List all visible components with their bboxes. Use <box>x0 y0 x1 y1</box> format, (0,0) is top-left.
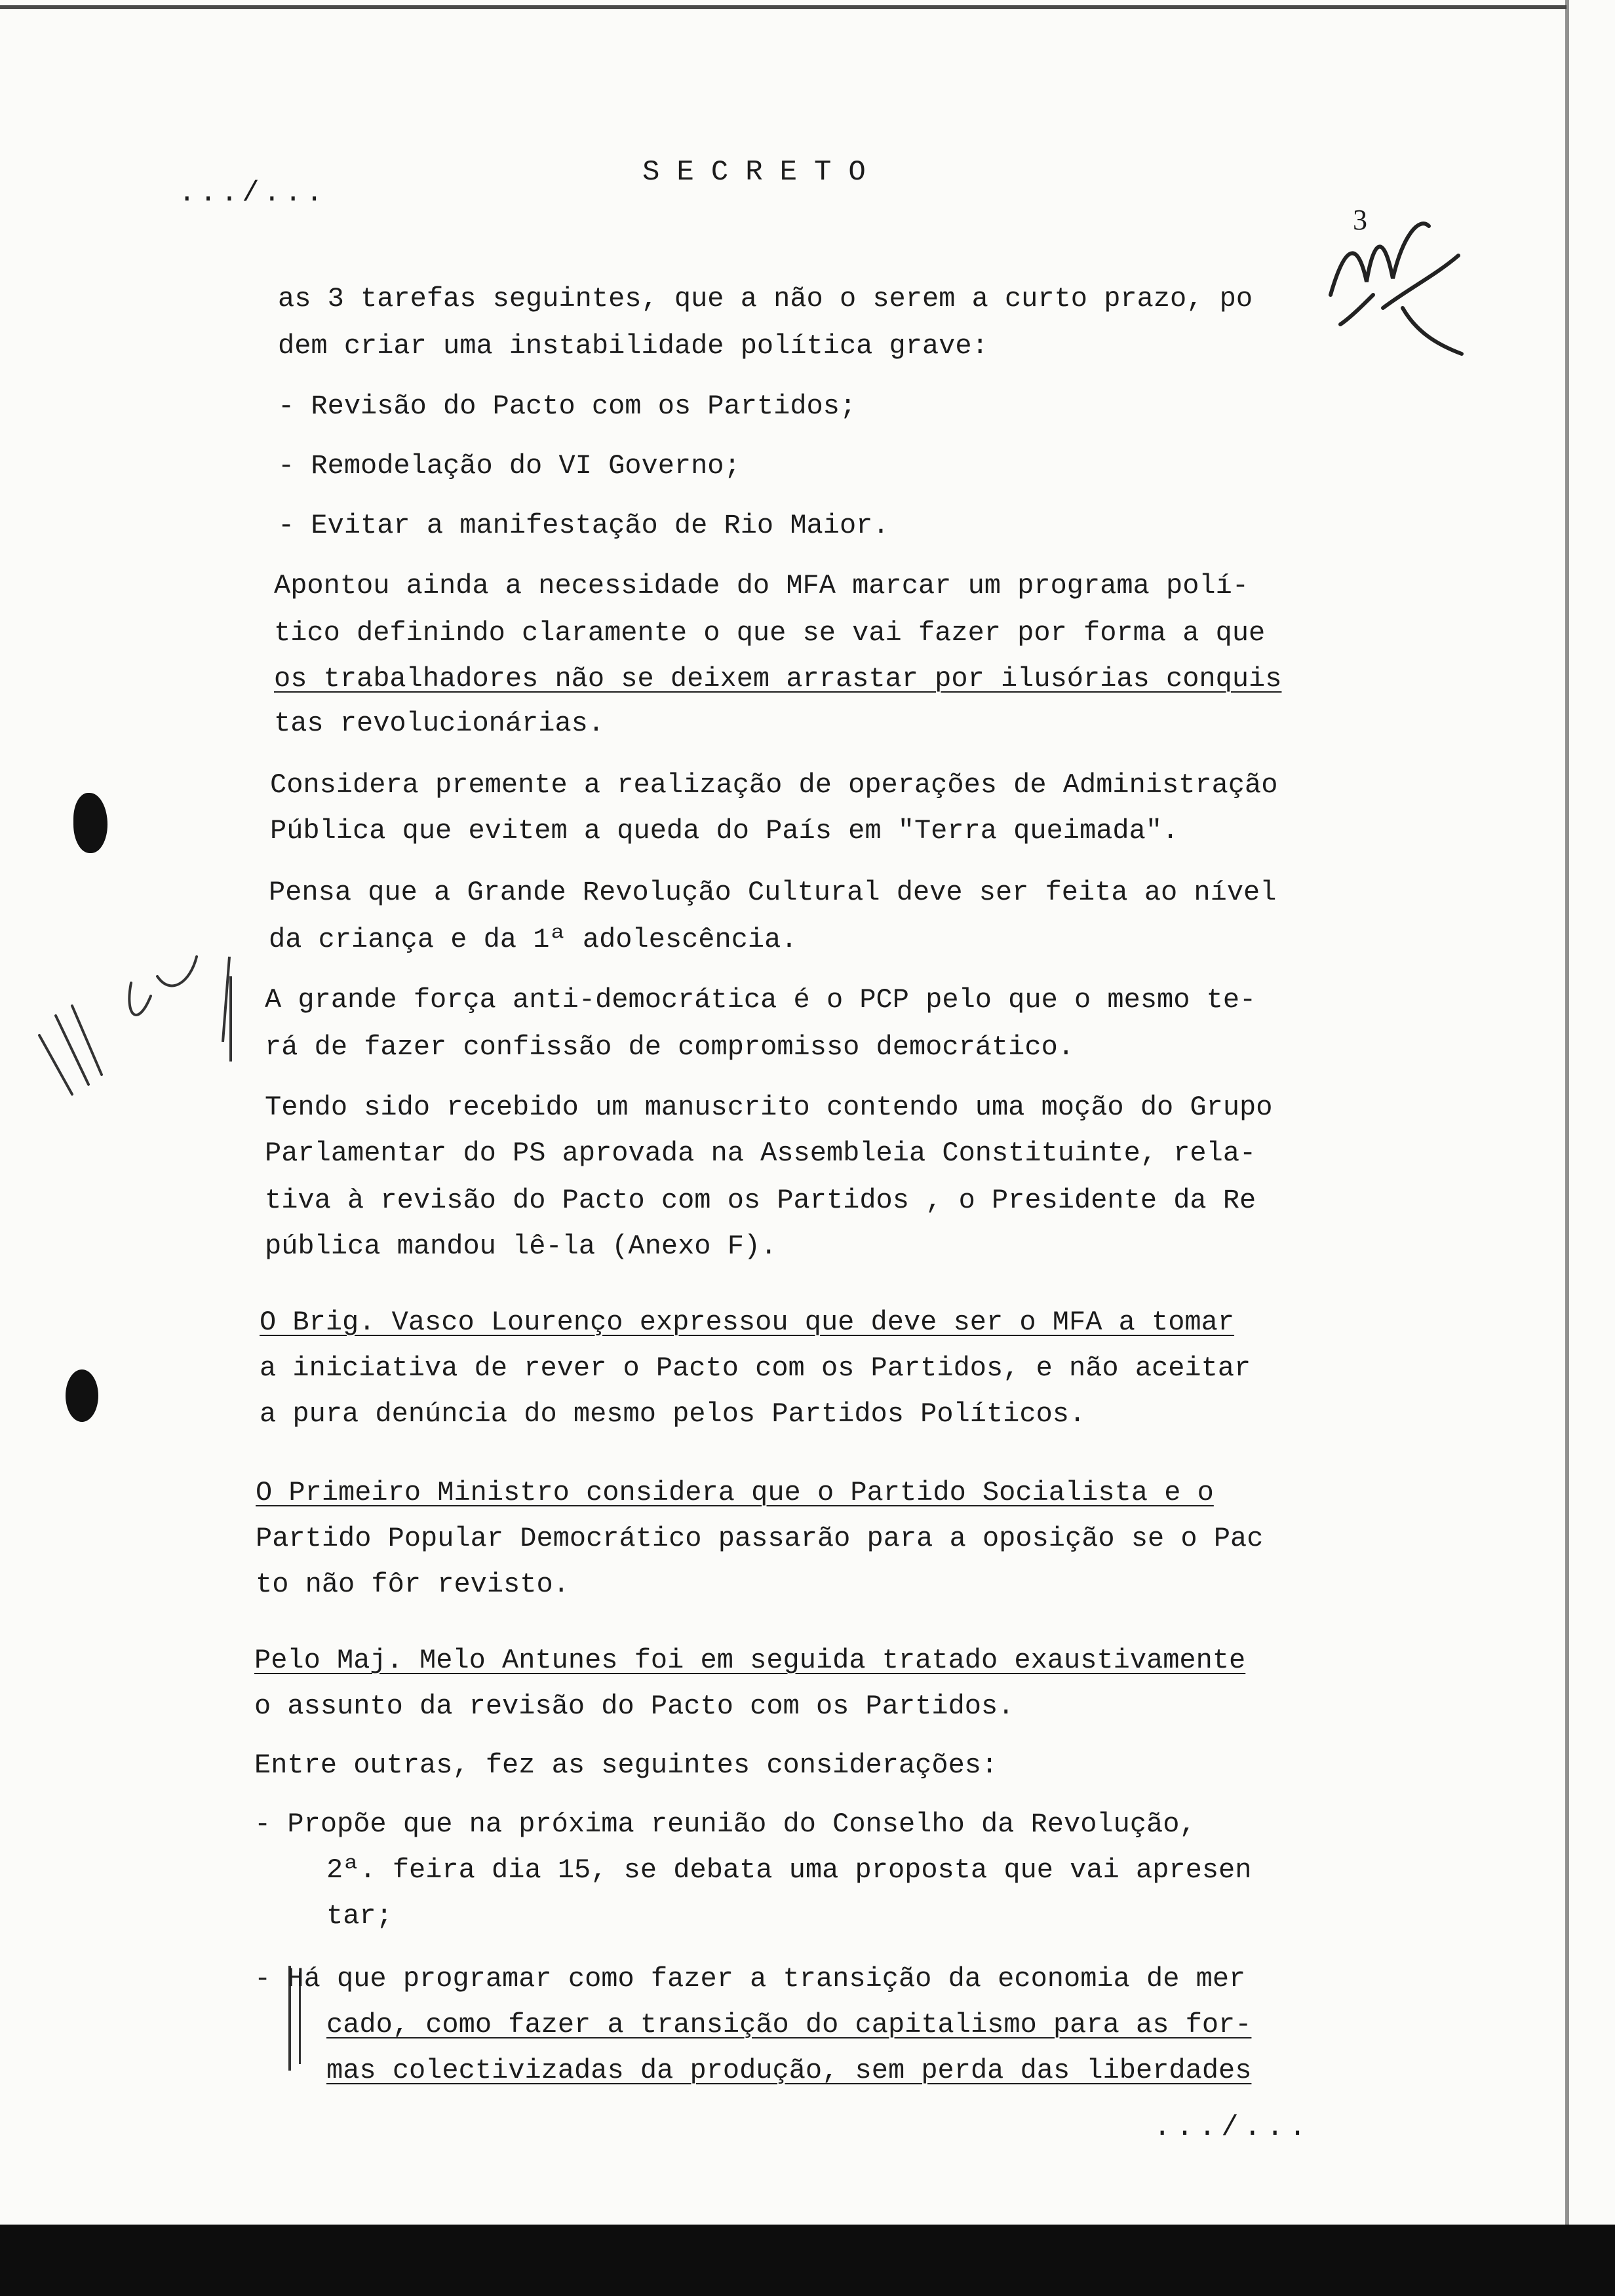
text-line: Pública que evitem a queda do País em "Terra queimada". <box>270 815 1179 847</box>
classification-header: SECRETO <box>642 156 883 189</box>
text-line: A grande força anti-democrática é o PCP pelo que o mesmo te- <box>265 984 1256 1016</box>
continuation-bottom: .../... <box>1154 2111 1312 2144</box>
right-edge-rule <box>1565 0 1569 2228</box>
top-edge-rule <box>0 5 1566 9</box>
text-line: da criança e da 1ª adolescência. <box>269 924 798 955</box>
text-line: - Revisão do Pacto com os Partidos; <box>278 391 857 422</box>
page-number: 3 <box>1353 204 1367 236</box>
text-line: rá de fazer confissão de compromisso democrático. <box>265 1031 1075 1063</box>
continuation-top: .../... <box>178 177 327 210</box>
text-line: Tendo sido recebido um manuscrito contendo uma moção do Grupo <box>265 1092 1273 1123</box>
text-line: a pura denúncia do mesmo pelos Partidos Políticos. <box>260 1398 1086 1430</box>
text-line: 2ª. feira dia 15, se debata uma proposta que vai apresen <box>326 1854 1252 1886</box>
text-line: - Propõe que na próxima reunião do Conselho da Revolução, <box>254 1808 1196 1840</box>
text-line: mas colectivizadas da produção, sem perda das liberdades <box>326 2055 1252 2086</box>
text-line: tiva à revisão do Pacto com os Partidos , o Presidente da Re <box>265 1185 1256 1216</box>
text-line: pública mandou lê-la (Anexo F). <box>265 1231 777 1262</box>
margin-annotation-mark <box>26 944 243 1127</box>
margin-bar <box>229 976 232 1062</box>
scan-bottom-edge <box>0 2225 1615 2296</box>
text-line: Parlamentar do PS aprovada na Assembleia Constituinte, rela- <box>265 1138 1256 1169</box>
text-line: - Há que programar como fazer a transição da economia de mer <box>254 1963 1246 1995</box>
text-line: Considera premente a realização de operações de Administração <box>270 769 1278 801</box>
text-line: Entre outras, fez as seguintes considerações: <box>254 1750 998 1781</box>
text-line: - Evitar a manifestação de Rio Maior. <box>278 510 889 541</box>
punch-hole-mark <box>73 793 107 853</box>
text-line: Apontou ainda a necessidade do MFA marcar um programa polí- <box>274 570 1249 602</box>
text-line: tico definindo claramente o que se vai fazer por forma a que <box>274 617 1266 649</box>
text-line: tar; <box>326 1900 393 1932</box>
text-line: Partido Popular Democrático passarão para a oposição se o Pac <box>256 1523 1264 1554</box>
text-line: dem criar uma instabilidade política grave: <box>278 330 988 362</box>
text-line: Pensa que a Grande Revolução Cultural deve ser feita ao nível <box>269 877 1277 908</box>
text-line: as 3 tarefas seguintes, que a não o serem a curto prazo, po <box>278 283 1253 315</box>
text-line: O Primeiro Ministro considera que o Partido Socialista e o <box>256 1477 1214 1508</box>
text-line: cado, como fazer a transição do capitalismo para as for- <box>326 2009 1252 2040</box>
text-line: to não fôr revisto. <box>256 1569 570 1600</box>
punch-hole-mark <box>66 1369 98 1422</box>
text-line: tas revolucionárias. <box>274 708 605 739</box>
text-line: O Brig. Vasco Lourenço expressou que deve ser o MFA a tomar <box>260 1307 1235 1338</box>
text-line: os trabalhadores não se deixem arrastar por ilusórias conquis <box>274 663 1282 695</box>
text-line: Pelo Maj. Melo Antunes foi em seguida tratado exaustivamente <box>254 1645 1246 1676</box>
text-line: a iniciativa de rever o Pacto com os Partidos, e não aceitar <box>260 1352 1251 1384</box>
text-line: - Remodelação do VI Governo; <box>278 450 741 482</box>
handwritten-initials <box>1304 210 1475 360</box>
text-line: o assunto da revisão do Pacto com os Partidos. <box>254 1691 1015 1722</box>
